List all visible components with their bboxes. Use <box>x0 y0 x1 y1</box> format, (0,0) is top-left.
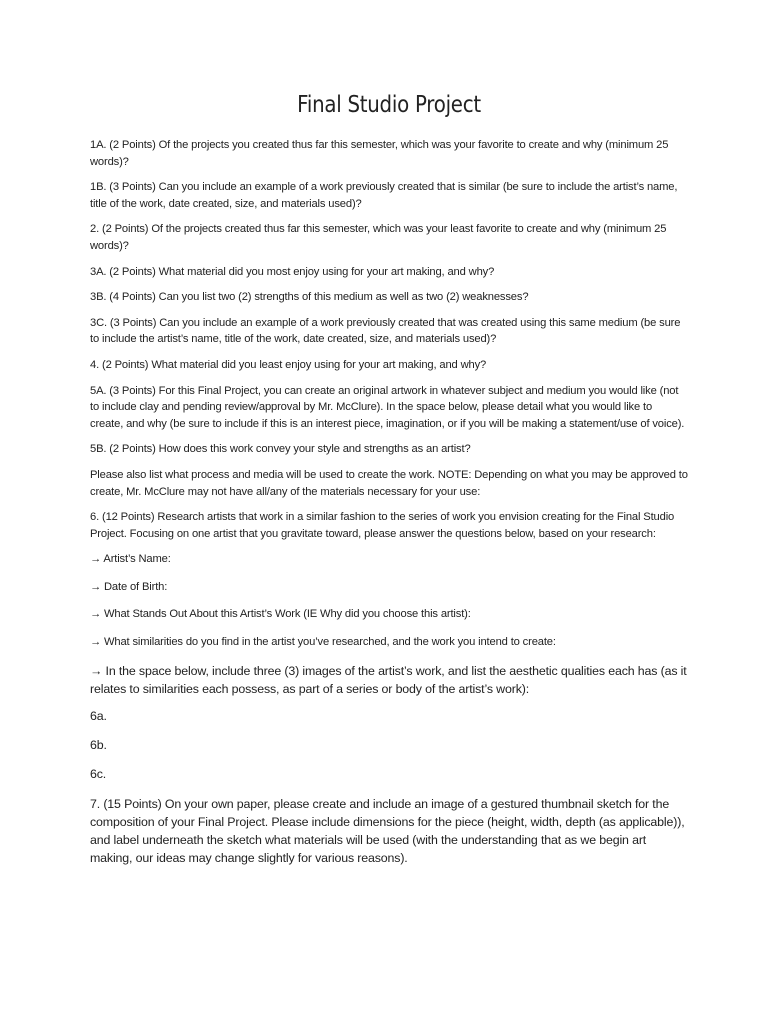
question-3b: 3B. (4 Points) Can you list two (2) strengths of this medium as well as two (2) weaknesses? <box>90 291 529 304</box>
question-7: 7. (15 Points) On your own paper, please create and include an image of a gestured thumbnail sketch for the composition of your Final Project. Please include dimensions for the piece (height, width, depth (as applicable)), and label underneath the sketch what materials will be used (with the understanding that as we begin art making, our ideas may change slightly for various reasons). <box>90 796 685 866</box>
question-1b: 1B. (3 Points) Can you include an example of a work previously created that is similar (be sure to include the artist’s name, title of the work, date created, size, and materials used)? <box>90 181 678 210</box>
question-2: 2. (2 Points) Of the projects created thus far this semester, which was your least favorite to create and why (minimum 25 words)? <box>90 223 667 252</box>
prompt-artist-name: → Artist’s Name: <box>90 553 171 566</box>
question-5b: 5B. (2 Points) How does this work convey your style and strengths as an artist? <box>90 443 471 456</box>
prompt-similarities: → What similarities do you find in the artist you’ve researched, and the work you intend to create: <box>90 636 556 649</box>
sub-item-6b: 6b. <box>90 738 107 753</box>
question-3a: 3A. (2 Points) What material did you most enjoy using for your art making, and why? <box>90 265 495 278</box>
process-media-note: Please also list what process and media will be used to create the work. NOTE: Depending on what you may be approved to create, Mr. McClure may not have all/any of the materials necessary for your use: <box>90 468 688 498</box>
document-body <box>90 137 688 876</box>
document-title: Final Studio Project <box>297 92 481 118</box>
question-5a: 5A. (3 Points) For this Final Project, you can create an original artwork in whatever subject and medium you would like (not to include clay and pending review/approval by Mr. McClure). In the space below, please detail what you would like to create, and why (be sure to include if this is an interest piece, imagination, or if you will be making a statement/use of voice). <box>90 384 685 430</box>
prompt-three-images: → In the space below, include three (3) images of the artist’s work, and list the aesthetic qualities each has (as it relates to similarities each possess, as part of a series or body of the artist’s work): <box>90 663 687 696</box>
prompt-date-of-birth: → Date of Birth: <box>90 580 168 593</box>
question-6: 6. (12 Points) Research artists that work in a similar fashion to the series of work you envision creating for the Final Studio Project. Focusing on one artist that you gravitate toward, please answer the questions below, based on your research: <box>90 511 675 540</box>
question-4: 4. (2 Points) What material did you least enjoy using for your art making, and why? <box>90 358 487 371</box>
question-3c: 3C. (3 Points) Can you include an example of a work previously created that was created using this same medium (be sure to include the artist’s name, title of the work, date created, size, and materials used)? <box>90 316 681 346</box>
question-1a: 1A. (2 Points) Of the projects you created thus far this semester, which was your favorite to create and why (minimum 25 words)? <box>90 139 669 168</box>
prompt-stands-out: → What Stands Out About this Artist’s Work (IE Why did you choose this artist): <box>90 608 471 621</box>
sub-item-6a: 6a. <box>90 709 107 724</box>
sub-item-6c: 6c. <box>90 767 107 782</box>
